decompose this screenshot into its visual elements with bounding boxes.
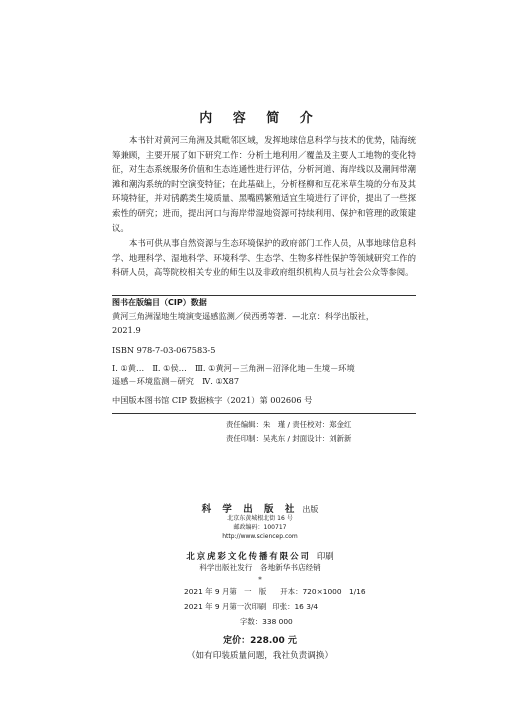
summary-paragraph-2 [112, 236, 416, 280]
credits-editors: 责任编辑：朱 瑾 / 责任校对：郑金红 [226, 420, 352, 429]
publisher-name: 科 学 出 版 社 [201, 504, 299, 515]
publisher-block [0, 501, 520, 515]
print-label: 2021 年 9 月第一次印刷 [184, 602, 267, 611]
publisher-postcode: 邮政编码：100717 [233, 524, 287, 531]
quality-notice: （如有印装质量问题，我社负责调换） [186, 651, 334, 661]
publisher-name-suffix: 出版 [302, 505, 319, 514]
format-info: 开本：720×1000 1/16 [280, 587, 366, 596]
summary-heading: 内 容 简 介 [199, 111, 321, 126]
cip-isbn: ISBN 978-7-03-067583-5 [112, 345, 216, 355]
credits-production: 责任印制：吴兆东 / 封面设计：刘新新 [226, 434, 352, 443]
sheets-info: 印张：16 3/4 [272, 602, 319, 611]
distribution-info: 科学出版社发行 各地新华书店经销 [199, 563, 321, 572]
price: 定价：228.00 元 [223, 636, 297, 646]
cip-bottom-rule [112, 413, 416, 414]
edition-row-2 [184, 601, 318, 613]
printer-name: 北京虎彩文化传播有限公司 [186, 551, 311, 561]
summary-paragraph-1 [112, 133, 416, 235]
cip-bibliographic-line-2: 2021.9 [112, 325, 141, 335]
summary-paragraph-2-text: 本书可供从事自然资源与生态环境保护的政府部门工作人员，从事地球信息科学、地理科学、湿地科学、环境科学、生态学、生物多样性保护等领域研究工作的科研人员，高等院校相关专业的师生以及非政府组织机构人员与社会公众等参阅。 [112, 238, 416, 278]
separator-star: * [258, 576, 262, 584]
cip-classification-line-1: Ⅰ. ①黄… Ⅱ. ①侯… Ⅲ. ①黄河－三角洲－沼泽化地－生境－环境 [112, 363, 355, 373]
cip-bibliographic-line-1: 黄河三角洲湿地生境演变遥感监测／侯西勇等著．—北京：科学出版社， [112, 311, 375, 321]
edition-row-1 [184, 586, 366, 598]
cip-title: 图书在版编目（CIP）数据 [112, 298, 207, 307]
cip-record-number: 中国版本图书馆 CIP 数据核字（2021）第 002606 号 [112, 395, 313, 405]
printer-suffix: 印刷 [316, 551, 334, 561]
cip-classification-line-2: 遥感－环境监测－研究 Ⅳ. ①X87 [112, 376, 240, 386]
publisher-website: http://www.sciencep.com [222, 533, 298, 540]
printer-block [0, 550, 520, 562]
publisher-address: 北京东黄城根北街 16 号 [227, 515, 293, 522]
summary-paragraph-1-text: 本书针对黄河三角洲及其毗邻区域，发挥地球信息科学与技术的优势，陆海统筹兼顾，主要开展了如下研究工作：分析土地利用／覆盖及主要人工地物的变化特征，对生态系统服务价值和生态连通性进行评估，分析河道、海岸线以及潮间带潮滩和潮沟系统的时空演变特征；在此基础上，分析柽柳和互花米草生境的分布及其环境特征，并对鸻鹬类生境质量、黑嘴鸥繁殖适宜生境进行了评价，提出了一些探索性的研究；进而，提出河口与海岸带湿地资源可持续利用、保护和管理的政策建议。 [112, 135, 416, 233]
words-info: 字数：338 000 [240, 617, 293, 626]
edition-label: 2021 年 9 月第 一 版 [184, 587, 267, 596]
